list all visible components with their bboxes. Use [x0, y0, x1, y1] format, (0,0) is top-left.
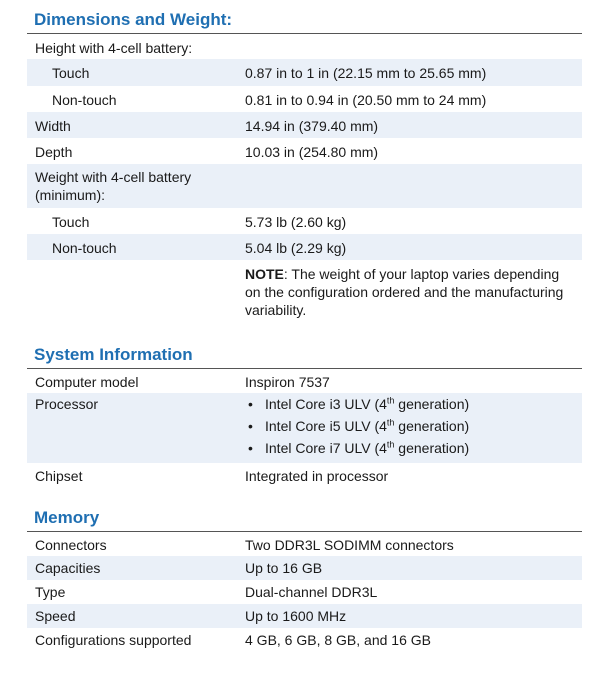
table-row	[27, 164, 582, 208]
section-title: Memory	[34, 508, 100, 527]
row-label: Width	[35, 118, 71, 134]
note-body: : The weight of your laptop varies depending on the configuration ordered and the manufacturing variability.	[245, 266, 564, 318]
section-title: System Information	[34, 345, 193, 364]
bullet-icon: •	[248, 396, 253, 412]
row-label: Touch	[52, 214, 90, 230]
spec-table	[27, 532, 582, 652]
list-item	[245, 417, 582, 439]
spec-table	[27, 34, 582, 322]
row-value: Up to 16 GB	[245, 560, 323, 576]
row-value: 10.03 in (254.80 mm)	[245, 144, 379, 160]
row-value: 0.87 in to 1 in (22.15 mm to 25.65 mm)	[245, 65, 487, 81]
table-row	[27, 34, 582, 59]
row-label: Computer model	[35, 374, 139, 390]
table-row	[27, 112, 582, 138]
row-label: Weight with 4-cell battery (minimum):	[35, 169, 192, 203]
section-memory	[0, 507, 602, 652]
section-system-info	[0, 344, 602, 489]
section-dimensions	[0, 9, 602, 322]
table-row-note	[27, 260, 582, 322]
row-label: Height with 4-cell battery:	[35, 40, 193, 56]
table-row	[27, 463, 582, 489]
table-row	[27, 234, 582, 260]
table-row	[27, 138, 582, 164]
row-label: Depth	[35, 144, 73, 160]
row-value: 5.73 lb (2.60 kg)	[245, 214, 347, 230]
bullet-text: Intel Core i3 ULV (4th generation)	[265, 395, 470, 412]
row-label: Configurations supported	[35, 632, 192, 648]
row-label: Capacities	[35, 560, 101, 576]
spec-table	[27, 369, 582, 489]
table-row	[27, 532, 582, 556]
row-label: Processor	[35, 396, 99, 412]
section-title: Dimensions and Weight:	[34, 10, 233, 29]
table-row	[27, 369, 582, 393]
bullet-text: Intel Core i7 ULV (4th generation)	[265, 439, 470, 456]
row-label: Connectors	[35, 537, 107, 553]
note-text	[245, 265, 582, 319]
table-row	[27, 393, 582, 463]
table-row	[27, 628, 582, 652]
row-label: Type	[35, 584, 66, 600]
table-row	[27, 59, 582, 86]
bullet-icon: •	[248, 418, 253, 434]
row-value: Up to 1600 MHz	[245, 608, 347, 624]
row-label: Speed	[35, 608, 76, 624]
bullet-icon: •	[248, 440, 253, 456]
row-label: Chipset	[35, 468, 83, 484]
row-value: Dual-channel DDR3L	[245, 584, 378, 600]
table-row	[27, 580, 582, 604]
row-label: Non-touch	[52, 240, 117, 256]
list-item	[245, 395, 582, 417]
row-value: Integrated in processor	[245, 468, 389, 484]
row-value: 0.81 in to 0.94 in (20.50 mm to 24 mm)	[245, 92, 487, 108]
table-row	[27, 556, 582, 580]
row-value: 5.04 lb (2.29 kg)	[245, 240, 347, 256]
note-label: NOTE	[245, 266, 284, 282]
table-row	[27, 86, 582, 112]
row-value: 14.94 in (379.40 mm)	[245, 118, 379, 134]
table-row	[27, 604, 582, 628]
row-value: Inspiron 7537	[245, 374, 330, 390]
bullet-text: Intel Core i5 ULV (4th generation)	[265, 417, 470, 434]
row-label: Non-touch	[52, 92, 117, 108]
row-value: 4 GB, 6 GB, 8 GB, and 16 GB	[245, 632, 431, 648]
list-item	[245, 439, 582, 461]
table-row	[27, 208, 582, 234]
row-value: Two DDR3L SODIMM connectors	[245, 537, 454, 553]
row-label: Touch	[52, 65, 90, 81]
